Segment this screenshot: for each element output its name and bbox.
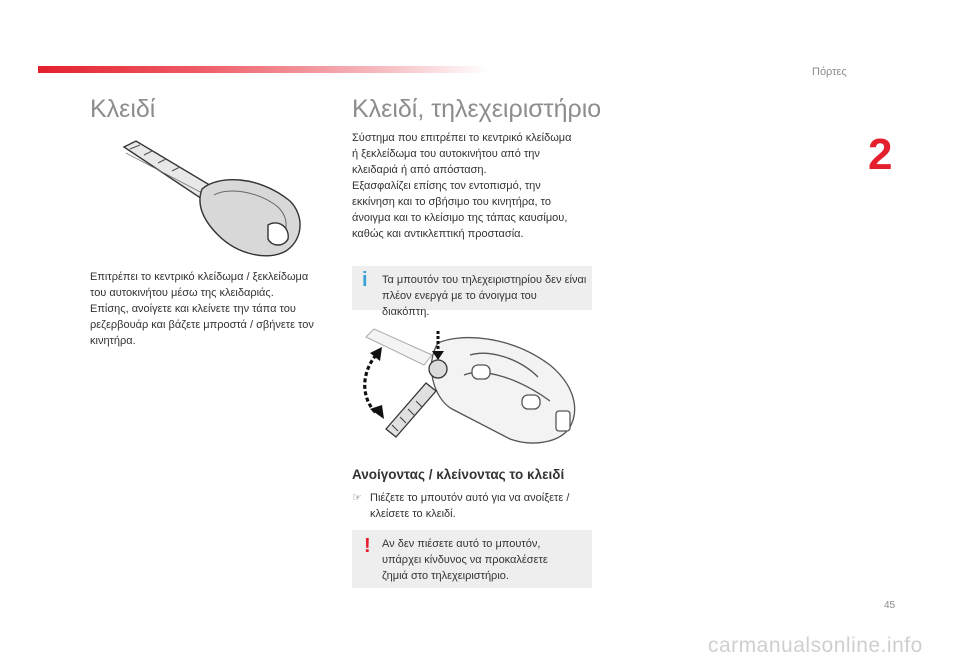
right-body-text <box>352 130 602 242</box>
section-label: Πόρτες <box>812 66 847 78</box>
right-title: Κλειδί, τηλεχειριστήριο <box>352 95 602 123</box>
text-line: άνοιγμα και το κλείσιμο της τάπας καυσίμου, <box>352 212 568 224</box>
bullet-line: Πιέζετε το μπουτόν αυτό για να ανοίξετε / <box>370 492 570 504</box>
text-line: Εξασφαλίζει επίσης τον εντοπισμό, την <box>352 180 541 192</box>
note-line: Τα μπουτόν του τηλεχειριστηρίου δεν είναι <box>382 274 587 286</box>
note-line: Αν δεν πιέσετε αυτό το μπουτόν, <box>382 538 541 550</box>
page-number: 45 <box>884 600 896 611</box>
warning-icon: ! <box>364 535 371 557</box>
text-line: Σύστημα που επιτρέπει το κεντρικό κλείδωμα <box>352 132 572 144</box>
info-note <box>352 266 592 318</box>
remote-key-illustration <box>360 325 585 455</box>
text-line: ή ξεκλείδωμα του αυτοκινήτου από την <box>352 148 540 160</box>
chapter-number: 2 <box>868 130 893 179</box>
text-line: κλειδαριά ή από απόσταση. <box>352 164 487 176</box>
text-line: ρεζερβουάρ και βάζετε μπροστά / σβήνετε τον <box>90 319 314 331</box>
header-accent-bar <box>38 66 488 73</box>
text-line: Επιτρέπει το κεντρικό κλείδωμα / ξεκλείδωμα <box>90 271 309 283</box>
key-illustration <box>118 135 308 260</box>
note-line: ζημιά στο τηλεχειριστήριο. <box>382 570 509 582</box>
watermark: carmanualsonline.info <box>708 634 923 657</box>
text-line: εκκίνηση και το σβήσιμο του κινητήρα, το <box>352 196 551 208</box>
bullet-line: κλείσετε το κλειδί. <box>370 508 456 520</box>
left-body-text <box>90 269 340 349</box>
text-line: Επίσης, ανοίγετε και κλείνετε την τάπα του <box>90 303 296 315</box>
text-line: κινητήρα. <box>90 335 136 347</box>
note-line: υπάρχει κίνδυνος να προκαλέσετε <box>382 554 548 566</box>
subtitle-open-close-key: Ανοίγοντας / κλείνοντας το κλειδί <box>352 467 565 482</box>
warning-note <box>352 530 592 588</box>
note-line: πλέον ενεργά με το άνοιγμα του διακόπτη. <box>382 290 537 318</box>
text-line: του αυτοκινήτου μέσω της κλειδαριάς. <box>90 287 274 299</box>
text-line: καθώς και αντικλεπτική προστασία. <box>352 228 524 240</box>
info-icon: i <box>362 269 368 291</box>
arrow-bullet-icon: ☞ <box>352 492 362 504</box>
left-title: Κλειδί <box>90 95 156 123</box>
